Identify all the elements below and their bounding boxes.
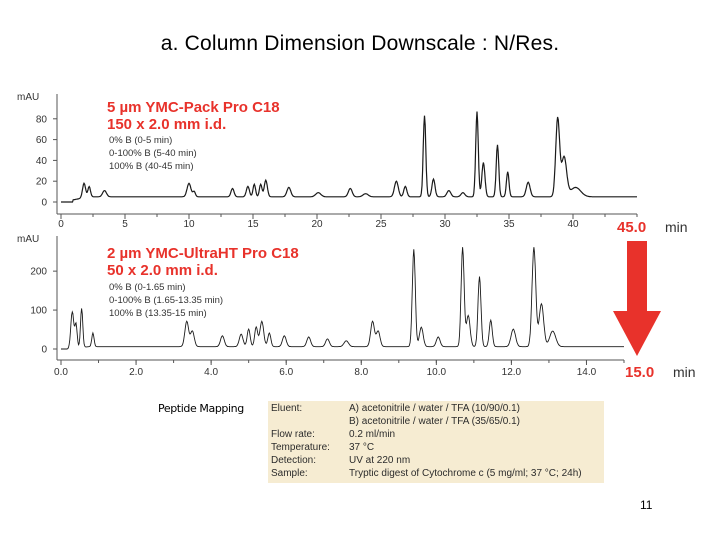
top-peak-point: [83, 182, 84, 183]
top-panel-note-1: 0% B (0-5 min): [109, 135, 173, 146]
top-peak-point: [448, 190, 449, 191]
top-peak-point: [405, 186, 406, 187]
bottom-peak-point: [186, 321, 187, 322]
top-peak-point: [563, 157, 564, 158]
top-peak-point: [104, 190, 105, 191]
top-panel-y-unit: mAU: [17, 92, 40, 103]
top-end-time-label: 45.0: [617, 219, 647, 236]
bottom-panel-title-line2: 50 x 2.0 mm i.d.: [107, 262, 218, 279]
bottom-x-tick-label: 10.0: [426, 367, 447, 378]
bottom-peak-point: [479, 276, 480, 277]
condition-value: A) acetonitrile / water / TFA (10/90/0.1): [349, 403, 521, 414]
top-peak-point: [260, 184, 261, 185]
bottom-peak-point: [372, 321, 373, 322]
top-peak-point: [575, 187, 576, 188]
top-y-tick-label: 20: [35, 176, 47, 188]
bottom-peak-point: [541, 303, 542, 304]
top-peak-point: [247, 186, 248, 187]
bottom-peak-point: [490, 320, 491, 321]
top-panel-title-line2: 150 x 2.0 mm i.d.: [107, 116, 227, 133]
top-x-tick-label: 20: [311, 219, 323, 230]
condition-key: Eluent:: [271, 403, 303, 414]
bottom-peak-point: [72, 309, 73, 310]
top-peak-point: [476, 111, 477, 112]
bottom-peak-point: [269, 332, 270, 333]
top-peak-point: [350, 188, 351, 189]
page-number: 11: [640, 498, 653, 512]
bottom-x-tick-label: 6.0: [279, 367, 294, 378]
bottom-peak-point: [81, 307, 82, 308]
top-x-tick-label: 40: [567, 219, 579, 230]
top-peak-point: [254, 184, 255, 185]
top-panel-title-line1: 5 µm YMC-Pack Pro C18: [107, 99, 280, 116]
bottom-end-unit-label: min: [673, 364, 696, 380]
bottom-peak-point: [92, 332, 93, 333]
condition-key: Flow rate:: [271, 429, 315, 440]
bottom-peak-point: [462, 247, 463, 248]
bottom-peak-point: [346, 340, 347, 341]
peptide-mapping-label: Peptide Mapping: [158, 402, 244, 415]
top-peak-point: [396, 181, 397, 182]
bottom-peak-point: [533, 247, 534, 248]
top-peak-point: [483, 162, 484, 163]
condition-value: 0.2 ml/min: [349, 429, 396, 440]
bottom-panel-title-line1: 2 µm YMC-UltraHT Pro C18: [107, 245, 299, 262]
top-peak-point: [557, 118, 558, 119]
top-peak-point: [507, 171, 508, 172]
conditions-table: [268, 401, 604, 483]
top-peak-point: [365, 193, 366, 194]
condition-key: Temperature:: [271, 442, 330, 453]
bottom-x-tick-label: 12.0: [501, 367, 522, 378]
top-peak-point: [232, 188, 233, 189]
condition-key: Sample:: [271, 468, 308, 479]
bottom-end-time-label: 15.0: [625, 364, 655, 381]
bottom-peak-point: [552, 330, 553, 331]
top-peak-point: [288, 187, 289, 188]
top-panel-note-2: 0-100% B (5-40 min): [109, 148, 197, 159]
bottom-panel-note-2: 0-100% B (1.65-13.35 min): [109, 295, 224, 306]
top-x-tick-label: 15: [247, 219, 259, 230]
top-peak-point: [89, 186, 90, 187]
bottom-y-tick-label: 0: [41, 344, 47, 356]
top-y-tick-label: 40: [35, 155, 47, 167]
top-peak-point: [528, 182, 529, 183]
top-peak-point: [318, 192, 319, 193]
top-peak-point: [462, 192, 463, 193]
bottom-panel-y-unit: mAU: [17, 234, 40, 245]
top-panel-note-3: 100% B (40-45 min): [109, 161, 194, 172]
bottom-x-tick-label: 0.0: [54, 367, 68, 378]
top-y-tick-label: 0: [41, 197, 47, 209]
bottom-y-tick-label: 200: [30, 266, 47, 278]
top-y-tick-label: 60: [35, 135, 47, 147]
bottom-peak-point: [468, 315, 469, 316]
condition-value: UV at 220 nm: [349, 455, 411, 466]
bottom-peak-point: [261, 321, 262, 322]
bottom-peak-point: [327, 338, 328, 339]
top-peak-point: [194, 191, 195, 192]
top-x-tick-label: 30: [439, 219, 451, 230]
bottom-peak-point: [308, 336, 309, 337]
top-peak-point: [188, 183, 189, 184]
bottom-peak-point: [284, 335, 285, 336]
bottom-peak-point: [222, 335, 223, 336]
slide-title: a. Column Dimension Downscale : N/Res.: [160, 32, 560, 55]
top-x-tick-label: 5: [122, 219, 128, 230]
bottom-peak-point: [421, 327, 422, 328]
top-x-tick-label: 35: [503, 219, 515, 230]
top-x-tick-label: 0: [58, 219, 64, 230]
bottom-x-tick-label: 2.0: [129, 367, 144, 378]
bottom-panel-note-1: 0% B (0-1.65 min): [109, 282, 186, 293]
top-end-unit-label: min: [665, 219, 688, 235]
bottom-panel-note-3: 100% B (13.35-15 min): [109, 308, 207, 319]
condition-key: Detection:: [271, 455, 317, 466]
bottom-x-tick-label: 4.0: [204, 367, 219, 378]
bottom-y-tick-label: 100: [30, 305, 47, 317]
condition-value: 37 °C: [349, 442, 375, 453]
bottom-peak-point: [256, 327, 257, 328]
downscale-arrow-icon: [613, 241, 661, 356]
condition-value: Tryptic digest of Cytochrome c (5 mg/ml; 37 °C; 24h): [349, 468, 582, 479]
bottom-x-tick-label: 8.0: [354, 367, 369, 378]
bottom-peak-point: [248, 329, 249, 330]
bottom-peak-point: [75, 323, 76, 324]
top-peak-point: [433, 179, 434, 180]
bottom-x-tick-label: 14.0: [576, 367, 597, 378]
bottom-peak-point: [413, 249, 414, 250]
top-x-tick-label: 10: [183, 219, 195, 230]
top-x-tick-label: 25: [375, 219, 387, 230]
top-peak-point: [497, 144, 498, 145]
top-y-tick-label: 80: [35, 114, 47, 126]
bottom-peak-point: [192, 330, 193, 331]
bottom-peak-point: [438, 336, 439, 337]
bottom-peak-point: [513, 329, 514, 330]
top-peak-point: [424, 115, 425, 116]
bottom-peak-point: [378, 330, 379, 331]
bottom-peak-point: [241, 334, 242, 335]
top-peak-point: [265, 180, 266, 181]
condition-value: B) acetonitrile / water / TFA (35/65/0.1): [349, 416, 521, 427]
